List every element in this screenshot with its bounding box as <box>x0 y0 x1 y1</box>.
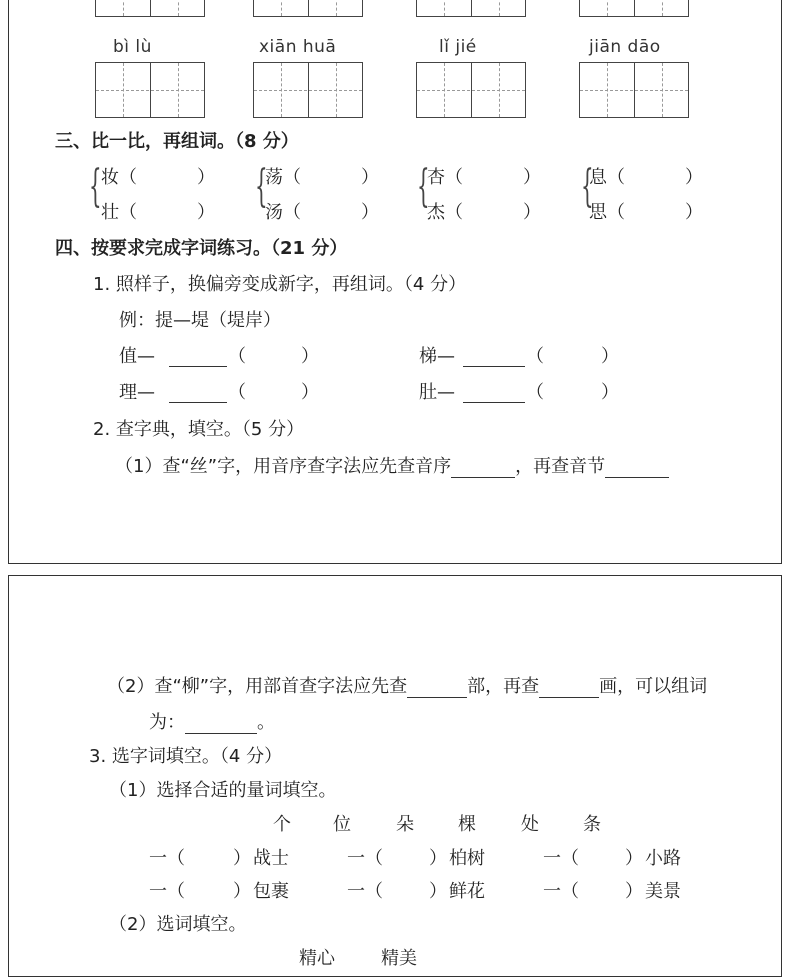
writing-grid[interactable] <box>253 62 363 118</box>
fill-prefix: 一（ <box>543 848 579 869</box>
fill-item: 美景 <box>645 881 681 902</box>
compare-item: 息（ <box>589 167 625 188</box>
close-paren: ） <box>625 848 643 869</box>
brace: { <box>417 161 430 212</box>
compare-item: 思（ <box>589 202 625 223</box>
writing-grid[interactable] <box>579 62 689 118</box>
compare-item: 妆（ <box>101 167 137 188</box>
word-choice: 精美 <box>381 948 417 969</box>
close-paren: ） <box>361 202 379 223</box>
measure-word: 处 <box>521 814 539 835</box>
close-paren: ） <box>625 881 643 902</box>
question-2-title: 2. 查字典，填空。（5 分） <box>93 419 305 440</box>
close-paren: ） <box>197 202 215 223</box>
measure-word: 位 <box>333 814 351 835</box>
fill-prefix: 一（ <box>149 881 185 902</box>
close-paren: ） <box>361 167 379 188</box>
pinyin-label: bì lù <box>113 37 152 57</box>
exercise-item: 值— <box>119 346 155 367</box>
question-2-sub2 <box>107 676 707 698</box>
answer-blank[interactable] <box>451 459 515 478</box>
exercise-item: 梯— <box>419 346 455 367</box>
brace: { <box>581 161 594 212</box>
question-2-sub1 <box>115 456 669 478</box>
close-paren: ） <box>523 167 541 188</box>
measure-word: 条 <box>583 814 601 835</box>
close-paren: ） <box>233 848 251 869</box>
close-paren: ） <box>429 881 447 902</box>
example-text: 例：提—堤（堤岸） <box>119 310 281 331</box>
fill-item: 包裹 <box>253 881 289 902</box>
exercise-item: 理— <box>119 382 155 403</box>
question-text: 部，再查 <box>467 676 540 697</box>
close-paren: ） <box>523 202 541 223</box>
brace: { <box>89 161 102 212</box>
section-4-title: 四、按要求完成字词练习。（21 分） <box>55 238 348 259</box>
section-3-title: 三、比一比，再组词。（8 分） <box>55 131 299 152</box>
close-paren: ） <box>685 202 703 223</box>
measure-word: 朵 <box>396 814 414 835</box>
question-text: （2）查“柳”字，用部首查字法应先查 <box>107 676 408 697</box>
fill-prefix: 一（ <box>543 881 579 902</box>
fill-item: 小路 <box>645 848 681 869</box>
fill-prefix: 一（ <box>149 848 185 869</box>
fill-prefix: 一（ <box>347 848 383 869</box>
answer-blank[interactable] <box>463 348 525 367</box>
compare-item: 壮（ <box>101 202 137 223</box>
exercise-item: 肚— <box>419 382 455 403</box>
worksheet-page-top <box>8 0 782 564</box>
compare-item: 杏（ <box>427 167 463 188</box>
answer-blank[interactable] <box>169 384 227 403</box>
answer-blank[interactable] <box>539 679 599 698</box>
pinyin-label: xiān huā <box>259 37 337 57</box>
question-3-title: 3. 选字词填空。（4 分） <box>89 746 283 767</box>
question-text: ，再查音节 <box>515 456 606 477</box>
open-paren: （ <box>526 382 544 403</box>
fill-prefix: 一（ <box>347 881 383 902</box>
question-3-sub1: （1）选择合适的量词填空。 <box>109 780 337 801</box>
compare-item: 杰（ <box>427 202 463 223</box>
answer-blank[interactable] <box>407 679 467 698</box>
worksheet-page-bottom <box>8 575 782 977</box>
close-paren: ） <box>685 167 703 188</box>
question-1-title: 1. 照样子，换偏旁变成新字，再组词。（4 分） <box>93 274 467 295</box>
writing-grid-partial <box>579 0 689 17</box>
writing-grid-partial <box>416 0 526 17</box>
question-text: 为： <box>149 712 185 733</box>
answer-blank[interactable] <box>605 459 669 478</box>
open-paren: （ <box>228 382 246 403</box>
close-paren: ） <box>233 881 251 902</box>
writing-grid[interactable] <box>416 62 526 118</box>
word-choice: 精心 <box>299 948 335 969</box>
close-paren: ） <box>429 848 447 869</box>
brace: { <box>255 161 268 212</box>
writing-grid-partial <box>95 0 205 17</box>
open-paren: （ <box>228 346 246 367</box>
question-text: 。 <box>257 712 275 733</box>
close-paren: ） <box>197 167 215 188</box>
fill-item: 鲜花 <box>449 881 485 902</box>
question-3-sub2: （2）选词填空。 <box>109 914 247 935</box>
close-paren: ） <box>301 382 319 403</box>
answer-blank[interactable] <box>463 384 525 403</box>
question-text: 画，可以组词 <box>599 676 708 697</box>
fill-item: 战士 <box>253 848 289 869</box>
pinyin-label: jiān dāo <box>589 37 661 57</box>
measure-word: 棵 <box>458 814 476 835</box>
fill-item: 柏树 <box>449 848 485 869</box>
pinyin-label: lǐ jié <box>439 37 477 57</box>
question-text: （1）查“丝”字，用音序查字法应先查音序 <box>115 456 452 477</box>
answer-blank[interactable] <box>185 715 257 734</box>
answer-blank[interactable] <box>169 348 227 367</box>
close-paren: ） <box>601 382 619 403</box>
compare-item: 汤（ <box>265 202 301 223</box>
measure-word: 个 <box>273 814 291 835</box>
close-paren: ） <box>301 346 319 367</box>
compare-item: 荡（ <box>265 167 301 188</box>
question-2-sub2-cont <box>149 712 275 734</box>
open-paren: （ <box>526 346 544 367</box>
writing-grid[interactable] <box>95 62 205 118</box>
close-paren: ） <box>601 346 619 367</box>
writing-grid-partial <box>253 0 363 17</box>
